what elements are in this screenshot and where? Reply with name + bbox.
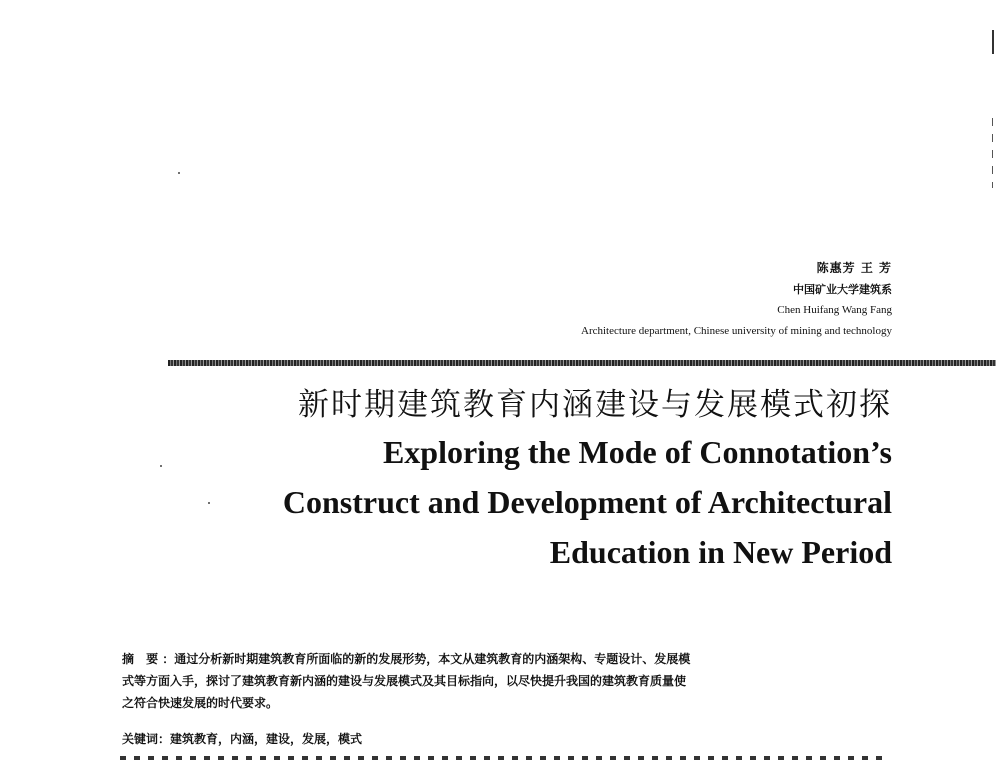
scan-speck xyxy=(178,172,180,174)
author-affiliation-en: Architecture department, Chinese university of mining and technology xyxy=(581,325,892,337)
scan-speck xyxy=(208,502,210,504)
keywords-text: 建筑教育，内涵，建设，发展，模式 xyxy=(170,732,363,746)
scan-speck xyxy=(160,465,162,467)
abstract-line-1: 摘 要：通过分析新时期建筑教育所面临的新的发展形势，本文从建筑教育的内涵架构、专题设计、发展模 xyxy=(122,652,691,666)
abstract-line-2: 式等方面入手，探讨了建筑教育新内涵的建设与发展模式及其目标指向，以尽快提升我国的建筑教育质量使 xyxy=(122,674,687,688)
keywords-label: 关键词 xyxy=(122,732,159,746)
abstract-text-1: 通过分析新时期建筑教育所面临的新的发展形势，本文从建筑教育的内涵架构、专题设计、发展模 xyxy=(174,652,691,666)
title-en-line-1: Exploring the Mode of Connotation’s xyxy=(382,434,892,470)
abstract-label: 摘 要 xyxy=(122,652,163,666)
abstract xyxy=(122,648,882,714)
cut-off-text-line xyxy=(120,756,890,760)
author-names-cn: 陈惠芳 王 芳 xyxy=(816,261,892,275)
right-edge-mark xyxy=(992,30,994,54)
title-block xyxy=(283,383,892,577)
right-edge-ticks xyxy=(992,118,993,188)
abstract-line-3: 之符合快速发展的时代要求。 xyxy=(122,696,279,710)
author-names-en: Chen Huifang Wang Fang xyxy=(777,304,892,316)
header-rule xyxy=(168,360,996,366)
author-block xyxy=(581,258,892,342)
author-affiliation-cn: 中国矿业大学建筑系 xyxy=(793,283,892,296)
title-en-line-2: Construct and Development of Architectural xyxy=(282,484,892,520)
keywords: 关键词：建筑教育，内涵，建设，发展，模式 xyxy=(122,732,363,746)
title-en-line-3: Education in New Period xyxy=(549,534,892,570)
title-cn: 新时期建筑教育内涵建设与发展模式初探 xyxy=(298,387,892,423)
